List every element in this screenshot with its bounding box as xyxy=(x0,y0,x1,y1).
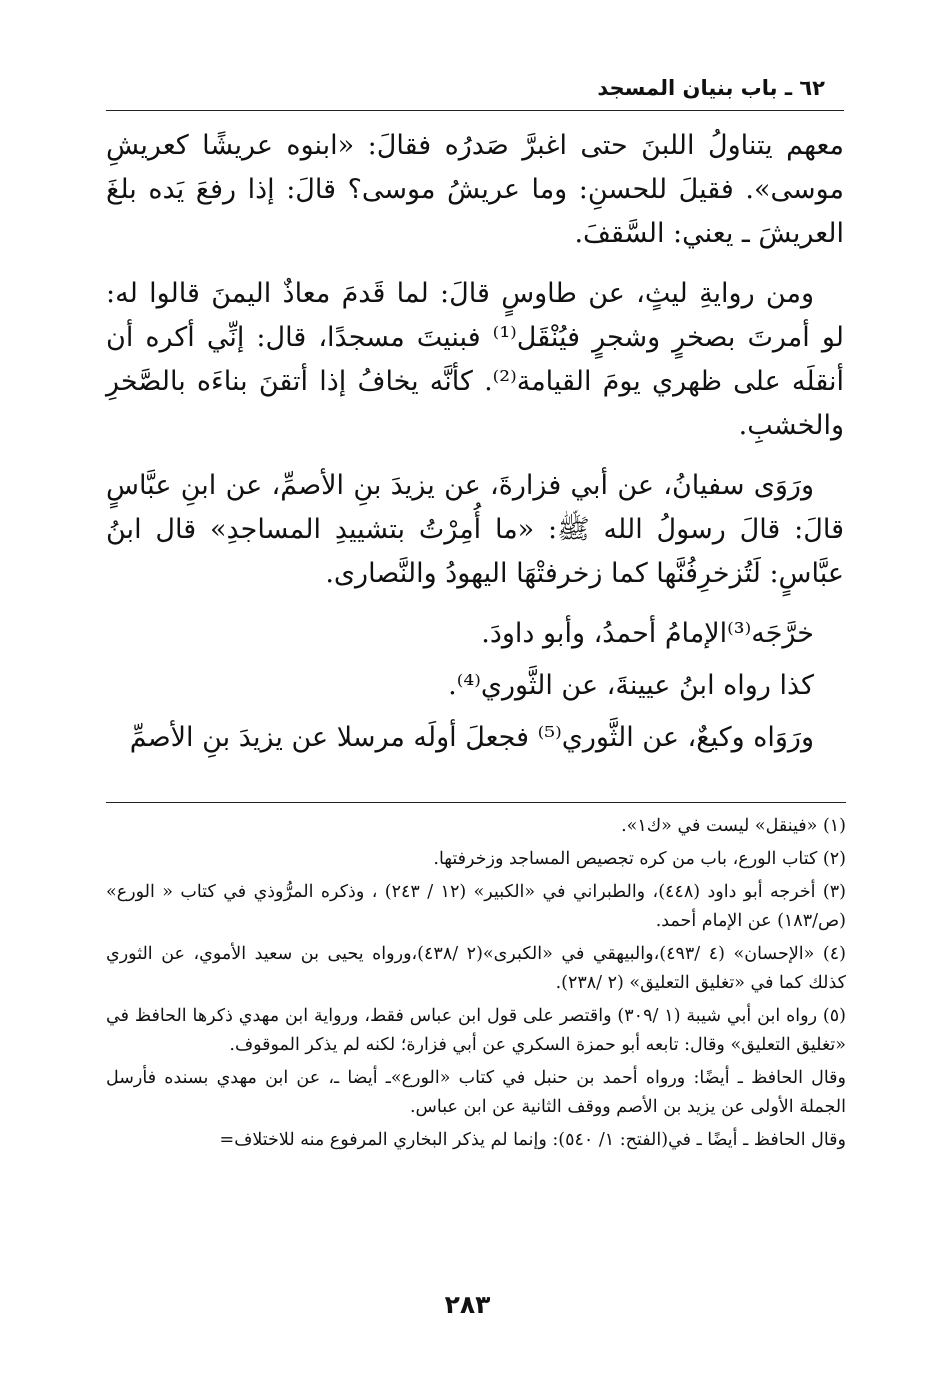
header-divider xyxy=(106,110,844,111)
paragraph-4: خرَّجَه⁽³⁾الإمامُ أحمدُ، وأبو داودَ. xyxy=(481,618,814,649)
paragraph-5: كذا رواه ابنُ عيينةَ، عن الثَّوري⁽⁴⁾. xyxy=(448,670,814,701)
footnote-divider xyxy=(106,802,846,803)
paragraph-3: ورَوَى سفيانُ، عن أبي فزارةَ، عن يزيدَ بنِ الأصمِّ، عن ابنِ عبَّاسٍ قالَ: قالَ رسولُ الله ﷺ: «ما أُمِرْتُ بتشييدِ المساجدِ» قال ابنُ عبَّاسٍ: لَتُزخرِفُنَّها كما زخرفتْهَا اليهودُ والنَّصارى. xyxy=(106,470,844,589)
paragraph-2: ومن روايةِ ليثٍ، عن طاوسٍ قالَ: لما قَدمَ معاذٌ اليمنَ قالوا له: لو أمرتَ بصخرٍ وشجرٍ فيُنْقَل⁽¹⁾ فبنيتَ مسجدًا، قال: إنِّي أكره أن أنقلَه على ظهري يومَ القيامة⁽²⁾. كأنَّه يخافُ إذا أتقنَ بناءَه بالصَّخرِ والخشبِ. xyxy=(106,278,845,441)
footnote-2: (٢) كتاب الورع، باب من كره تجصيص المساجد وزخرفتها. xyxy=(433,849,846,869)
main-text xyxy=(106,124,844,776)
footnote-5-continued-b: وقال الحافظ ـ أيضًا ـ في(الفتح: ١/ ٥٤٠): وإنما لم يذكر البخاري المرفوع منه للاختلاف= xyxy=(219,1130,846,1150)
chapter-header: ٦٢ ـ باب بنيان المسجد xyxy=(597,76,825,100)
paragraph-6: ورَوَاه وكيعٌ، عن الثَّوري⁽⁵⁾ فجعلَ أولَه مرسلا عن يزيدَ بنِ الأصمِّ xyxy=(129,722,814,753)
footnotes xyxy=(106,812,846,1159)
footnote-1: (١) «فينقل» ليست في «ك١». xyxy=(621,816,846,836)
footnote-5: (٥) رواه ابن أبي شيبة (١ /٣٠٩) واقتصر على قول ابن عباس فقط، ورواية ابن مهدي ذكرها الحافظ في «تغليق التعليق» وقال: تابعه أبو حمزة السكري عن أبي فزارة؛ لكنه لم يذكر الموقوف. xyxy=(106,1006,846,1055)
paragraph-1: معهم يتناولُ اللبنَ حتى اغبرَّ صَدرُه فقالَ: «ابنوه عريشًا كعريشِ موسى». فقيلَ للحسنِ: وما عريشُ موسى؟ قالَ: إذا رفعَ يَده بلغَ العريشَ ـ يعني: السَّقفَ. xyxy=(106,130,844,249)
footnote-4: (٤) «الإحسان» (٤ /٤٩٣)،والبيهقي في «الكبرى»(٢ /٤٣٨)،ورواه يحيى بن سعيد الأموي، عن الثوري كذلك كما في «تغليق التعليق» (٢ /٢٣٨). xyxy=(106,944,846,993)
footnote-3: (٣) أخرجه أبو داود (٤٤٨)، والطبراني في «الكبير» (١٢ / ٢٤٣) ، وذكره المرُّوذي في كتاب « الورع» (ص/١٨٣) عن الإمام أحمد. xyxy=(106,882,846,931)
footnote-5-continued-a: وقال الحافظ ـ أيضًا: ورواه أحمد بن حنبل في كتاب «الورع»ـ أيضا ـ، عن ابن مهدي بسنده فأرسل الجملة الأولى عن يزيد بن الأصم ووقف الثانية عن ابن عباس. xyxy=(106,1068,846,1117)
page-number: ٢٨٣ xyxy=(444,1290,491,1319)
